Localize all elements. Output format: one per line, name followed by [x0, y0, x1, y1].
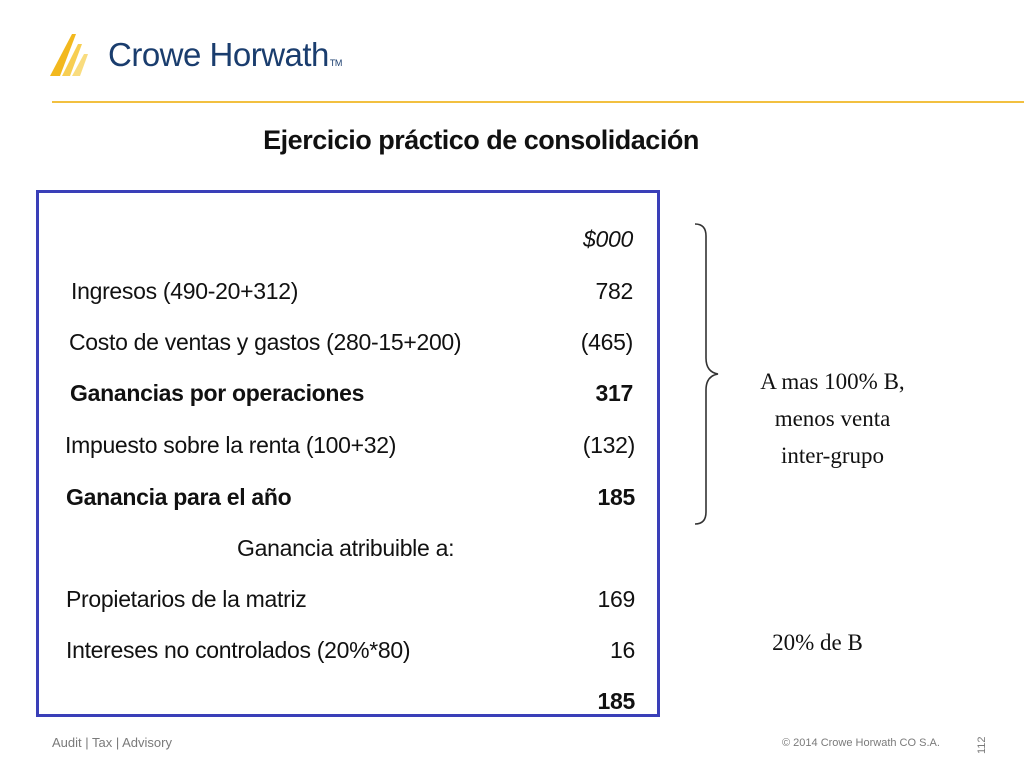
row-value-total: 185	[597, 688, 635, 714]
row-label-ganancia-ano: Ganancia para el año	[66, 484, 292, 510]
minority-interest-note: 20% de B	[772, 630, 863, 655]
row-value-intereses-no-controlados: 16	[610, 637, 635, 663]
income-statement-box	[36, 190, 660, 717]
attribution-heading: Ganancia atribuible a:	[237, 535, 455, 561]
crowe-horwath-logo	[50, 30, 342, 80]
footer-copyright: © 2014 Crowe Horwath CO S.A.	[782, 737, 940, 749]
row-value-costo-ventas: (465)	[580, 329, 633, 355]
row-label-costo-ventas: Costo de ventas y gastos (280-15+200)	[69, 329, 462, 355]
note-line-1: A mas 100% B,	[760, 369, 905, 394]
row-value-ingresos: 782	[595, 278, 633, 304]
footer-services: Audit | Tax | Advisory	[52, 735, 172, 750]
header-divider	[52, 101, 1024, 103]
currency-header: $000	[583, 226, 633, 252]
note-line-2: menos venta	[774, 406, 891, 431]
row-value-impuesto: (132)	[582, 432, 635, 458]
consolidation-note	[730, 363, 935, 474]
row-label-propietarios: Propietarios de la matriz	[66, 586, 307, 612]
page-number: 112	[976, 736, 988, 754]
row-label-impuesto: Impuesto sobre la renta (100+32)	[65, 432, 397, 458]
note-line-3: inter-grupo	[780, 443, 884, 468]
logo-trademark: TM	[329, 58, 342, 68]
logo-wordmark: Crowe HorwathTM	[108, 36, 342, 73]
row-value-ganancia-ano: 185	[597, 484, 635, 510]
row-label-ganancias-operaciones: Ganancias por operaciones	[70, 380, 365, 406]
row-label-intereses-no-controlados: Intereses no controlados (20%*80)	[66, 637, 411, 663]
row-value-ganancias-operaciones: 317	[595, 380, 633, 406]
row-value-propietarios: 169	[597, 586, 635, 612]
page-title: Ejercicio práctico de consolidación	[263, 125, 699, 155]
chevron-logo-icon	[50, 34, 102, 78]
row-label-ingresos: Ingresos (490-20+312)	[71, 278, 299, 304]
right-brace-icon	[692, 222, 724, 528]
